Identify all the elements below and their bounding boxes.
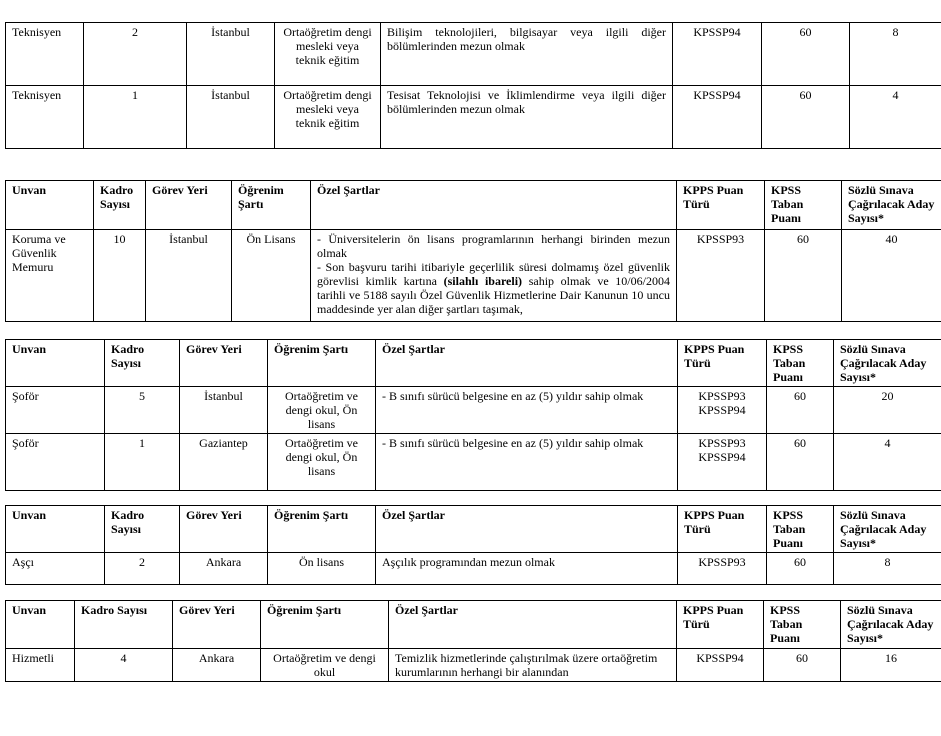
cell-ozel: Aşçılık programından mezun olmak xyxy=(376,553,678,585)
cell-taban: 60 xyxy=(765,230,842,322)
cell-ozel: - B sınıfı sürücü belgesine en az (5) yıldır sahip olmak xyxy=(376,434,678,491)
header-kpss-taban: KPSS Taban Puanı xyxy=(765,181,842,230)
kpps-1: KPSSP93 xyxy=(698,436,746,450)
cell-kadro: 4 xyxy=(75,649,173,682)
cell-unvan: Şoför xyxy=(6,434,105,491)
cell-kadro: 2 xyxy=(84,23,187,86)
header-unvan: Unvan xyxy=(6,506,105,553)
cell-kadro: 1 xyxy=(84,86,187,149)
header-unvan: Unvan xyxy=(6,181,94,230)
cell-ogrenim: Ortaöğretim ve dengi okul, Ön lisans xyxy=(268,387,376,434)
table-row xyxy=(6,649,941,682)
header-kpps-tur: KPPS Puan Türü xyxy=(678,506,767,553)
cell-kadro: 1 xyxy=(105,434,180,491)
cell-taban: 60 xyxy=(764,649,841,682)
table-asci xyxy=(5,505,941,585)
header-row xyxy=(6,601,941,649)
cell-kpps: KPSSP93 xyxy=(678,553,767,585)
kpps-1: KPSSP93 xyxy=(698,389,746,403)
header-row xyxy=(6,340,941,387)
table-row xyxy=(6,553,941,585)
cell-ozel xyxy=(311,230,677,322)
table-hizmetli xyxy=(5,600,941,682)
header-kadro: Kadro Sayısı xyxy=(94,181,146,230)
header-kpss-taban: KPSS Taban Puanı xyxy=(767,506,834,553)
cell-ogrenim: Ön Lisans xyxy=(232,230,311,322)
cell-kadro: 5 xyxy=(105,387,180,434)
cell-sozlu: 40 xyxy=(842,230,941,322)
cell-gorev: Gaziantep xyxy=(180,434,268,491)
table-teknisyen xyxy=(5,22,941,149)
table-row xyxy=(6,387,941,434)
header-gorev: Görev Yeri xyxy=(146,181,232,230)
cell-sozlu: 20 xyxy=(834,387,941,434)
table-row xyxy=(6,230,941,322)
cell-unvan: Şoför xyxy=(6,387,105,434)
header-unvan: Unvan xyxy=(6,340,105,387)
cell-sozlu: 4 xyxy=(850,86,941,149)
table-row xyxy=(6,23,941,86)
header-kpps-tur: KPPS Puan Türü xyxy=(678,340,767,387)
cell-unvan: Koruma ve Güvenlik Memuru xyxy=(6,230,94,322)
header-sozlu: Sözlü Sınava Çağrılacak Aday Sayısı* xyxy=(834,506,941,553)
header-gorev: Görev Yeri xyxy=(173,601,261,649)
table-sofor xyxy=(5,339,941,491)
header-ozel: Özel Şartlar xyxy=(311,181,677,230)
header-kpps-tur: KPPS Puan Türü xyxy=(677,601,764,649)
cell-kpps: KPSSP93 xyxy=(677,230,765,322)
cell-kpps: KPSSP94 xyxy=(673,86,762,149)
cell-ogrenim: Ortaöğretim ve dengi okul xyxy=(261,649,389,682)
ozel-sart-2 xyxy=(317,260,670,316)
cell-kpps: KPSSP94 xyxy=(673,23,762,86)
header-ogrenim: Öğrenim Şartı xyxy=(268,506,376,553)
header-gorev: Görev Yeri xyxy=(180,506,268,553)
cell-kadro: 10 xyxy=(94,230,146,322)
header-sozlu: Sözlü Sınava Çağrılacak Aday Sayısı* xyxy=(842,181,941,230)
cell-ogrenim: Ortaöğretim dengi mesleki veya teknik eğitim xyxy=(275,86,381,149)
header-kadro: Kadro Sayısı xyxy=(75,601,173,649)
cell-taban: 60 xyxy=(762,23,850,86)
cell-gorev: İstanbul xyxy=(187,86,275,149)
header-kpps-tur: KPPS Puan Türü xyxy=(677,181,765,230)
cell-kpps xyxy=(678,387,767,434)
cell-sozlu: 16 xyxy=(841,649,941,682)
cell-ozel: Temizlik hizmetlerinde çalıştırılmak üzere ortaöğretim kurumlarının herhangi bir alanından xyxy=(389,649,677,682)
kpps-2: KPSSP94 xyxy=(698,450,746,464)
header-ogrenim: Öğrenim Şartı xyxy=(268,340,376,387)
cell-ogrenim: Ortaöğretim ve dengi okul, Ön lisans xyxy=(268,434,376,491)
cell-taban: 60 xyxy=(767,434,834,491)
cell-sozlu: 4 xyxy=(834,434,941,491)
header-ogrenim: Öğrenim Şartı xyxy=(232,181,311,230)
header-kadro: Kadro Sayısı xyxy=(105,506,180,553)
kpps-2: KPSSP94 xyxy=(698,403,746,417)
header-kpss-taban: KPSS Taban Puanı xyxy=(767,340,834,387)
cell-gorev: Ankara xyxy=(173,649,261,682)
header-row xyxy=(6,181,941,230)
header-ozel: Özel Şartlar xyxy=(376,340,678,387)
header-unvan: Unvan xyxy=(6,601,75,649)
header-ozel: Özel Şartlar xyxy=(376,506,678,553)
table-row xyxy=(6,86,941,149)
header-ozel: Özel Şartlar xyxy=(389,601,677,649)
cell-taban: 60 xyxy=(762,86,850,149)
cell-ozel: - B sınıfı sürücü belgesine en az (5) yıldır sahip olmak xyxy=(376,387,678,434)
cell-kpps: KPSSP94 xyxy=(677,649,764,682)
table-row xyxy=(6,434,941,491)
ozel-sart-2-bold: (silahlı ibareli) xyxy=(443,274,523,288)
cell-sozlu: 8 xyxy=(834,553,941,585)
header-row xyxy=(6,506,941,553)
cell-gorev: İstanbul xyxy=(180,387,268,434)
cell-gorev: Ankara xyxy=(180,553,268,585)
cell-unvan: Hizmetli xyxy=(6,649,75,682)
cell-gorev: İstanbul xyxy=(187,23,275,86)
table-koruma-guvenlik xyxy=(5,180,941,322)
cell-unvan: Teknisyen xyxy=(6,86,84,149)
header-sozlu: Sözlü Sınava Çağrılacak Aday Sayısı* xyxy=(834,340,941,387)
ozel-sart-1: - Üniversitelerin ön lisans programlarının herhangi birinden mezun olmak xyxy=(317,232,670,260)
header-gorev: Görev Yeri xyxy=(180,340,268,387)
ozel-sart-2-rest: sahip olmak ve 10/06/2004 tarihli ve 5188 sayılı Özel Güvenlik Hizmetlerine Dair Kanunun 10 uncu maddesinde yer alan diğer şartları taşımak, xyxy=(317,274,670,316)
header-kadro: Kadro Sayısı xyxy=(105,340,180,387)
ozel-sart-2-text: - Son başvuru tarihi itibariyle geçerlilik süresi dolmamış özel güvenlik görevlisi kimlik kartına xyxy=(317,260,670,288)
cell-sozlu: 8 xyxy=(850,23,941,86)
cell-gorev: İstanbul xyxy=(146,230,232,322)
header-sozlu: Sözlü Sınava Çağrılacak Aday Sayısı* xyxy=(841,601,941,649)
header-kpss-taban: KPSS Taban Puanı xyxy=(764,601,841,649)
cell-taban: 60 xyxy=(767,387,834,434)
cell-ozel: Tesisat Teknolojisi ve İklimlendirme veya ilgili diğer bölümlerinden mezun olmak xyxy=(381,86,673,149)
cell-taban: 60 xyxy=(767,553,834,585)
cell-ogrenim: Ortaöğretim dengi mesleki veya teknik eğitim xyxy=(275,23,381,86)
cell-kpps xyxy=(678,434,767,491)
cell-ogrenim: Ön lisans xyxy=(268,553,376,585)
cell-unvan: Teknisyen xyxy=(6,23,84,86)
header-ogrenim: Öğrenim Şartı xyxy=(261,601,389,649)
cell-kadro: 2 xyxy=(105,553,180,585)
cell-ozel: Bilişim teknolojileri, bilgisayar veya ilgili diğer bölümlerinden mezun olmak xyxy=(381,23,673,86)
cell-unvan: Aşçı xyxy=(6,553,105,585)
